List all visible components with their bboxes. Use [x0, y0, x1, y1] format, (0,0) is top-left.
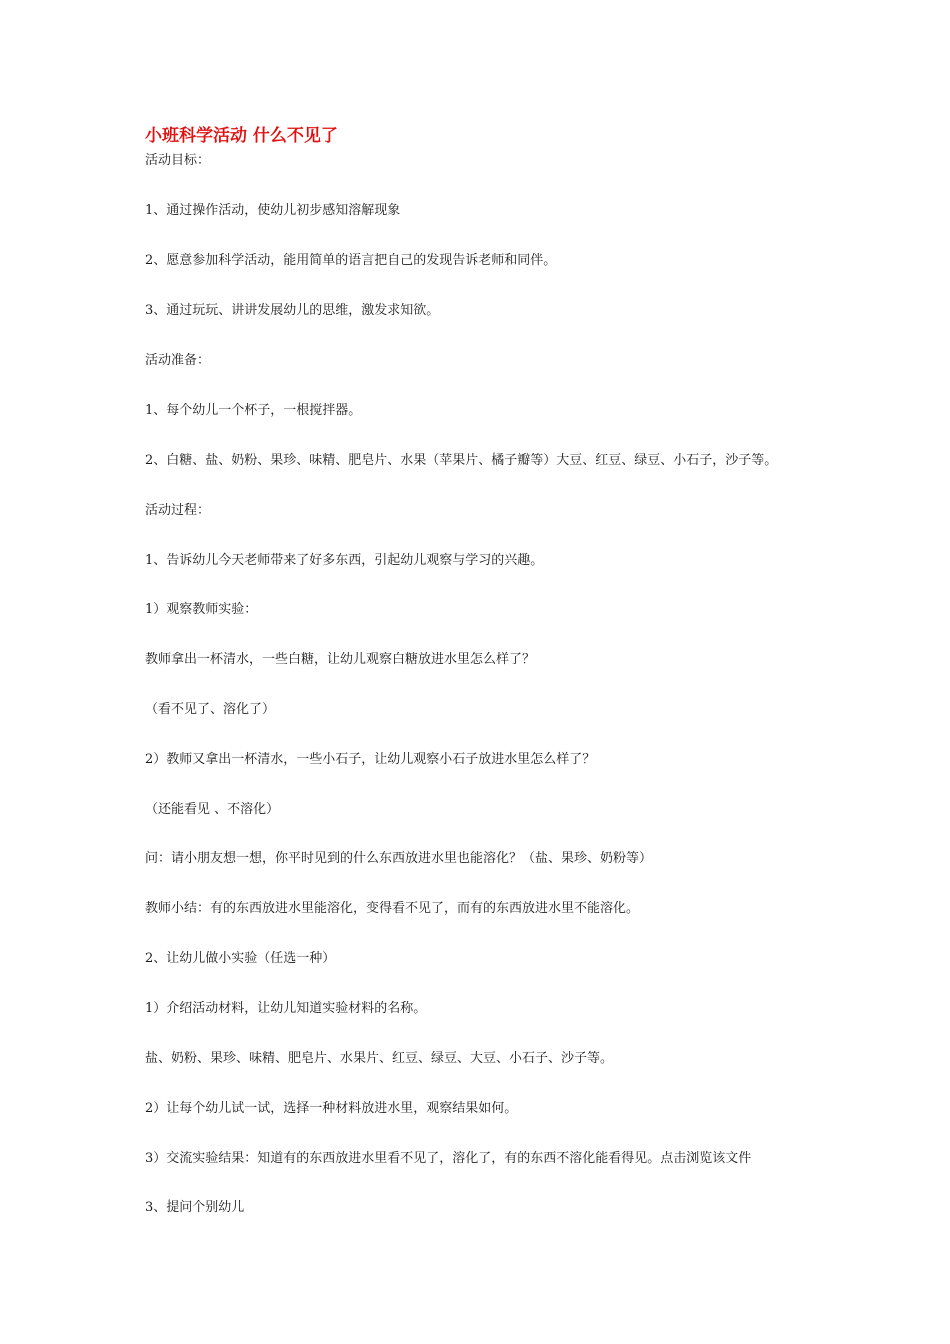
- section-heading-goals: 活动目标：: [145, 153, 211, 168]
- paragraph: 教师拿出一杯清水，一些白糖，让幼儿观察白糖放进水里怎么样了？: [145, 652, 536, 667]
- paragraph: 1、通过操作活动，使幼儿初步感知溶解现象: [145, 203, 401, 218]
- paragraph: 3、通过玩玩、讲讲发展幼儿的思维，激发求知欲。: [145, 303, 440, 318]
- paragraph: 1）观察教师实验：: [145, 602, 258, 617]
- paragraph: 3、提问个别幼儿: [145, 1200, 245, 1215]
- paragraph: 1、每个幼儿一个杯子，一根搅拌器。: [145, 403, 362, 418]
- paragraph: 问：请小朋友想一想，你平时见到的什么东西放进水里也能溶化？（盐、果珍、奶粉等）: [145, 851, 653, 866]
- paragraph: 1、告诉幼儿今天老师带来了好多东西，引起幼儿观察与学习的兴趣。: [145, 553, 544, 568]
- paragraph: 1）介绍活动材料，让幼儿知道实验材料的名称。: [145, 1001, 427, 1016]
- paragraph: 2）让每个幼儿试一试，选择一种材料放进水里，观察结果如何。: [145, 1101, 518, 1116]
- paragraph: （看不见了、溶化了）: [145, 702, 276, 717]
- paragraph: 2）教师又拿出一杯清水，一些小石子，让幼儿观察小石子放进水里怎么样了？: [145, 752, 596, 767]
- document-title: 小班科学活动 什么不见了: [145, 126, 338, 146]
- paragraph: 教师小结：有的东西放进水里能溶化，变得看不见了，而有的东西放进水里不能溶化。: [145, 901, 640, 916]
- section-heading-preparation: 活动准备：: [145, 353, 211, 368]
- paragraph: 2、愿意参加科学活动，能用简单的语言把自己的发现告诉老师和同伴。: [145, 253, 557, 268]
- paragraph: 3）交流实验结果：知道有的东西放进水里看不见了，溶化了，有的东西不溶化能看得见。点击浏览该文件: [145, 1151, 752, 1166]
- paragraph: 2、让幼儿做小实验（任选一种）: [145, 951, 336, 966]
- paragraph: 2、白糖、盐、奶粉、果珍、味精、肥皂片、水果（苹果片、橘子瓣等）大豆、红豆、绿豆、小石子，沙子等。: [145, 453, 778, 468]
- paragraph: 盐、奶粉、果珍、味精、肥皂片、水果片、红豆、绿豆、大豆、小石子、沙子等。: [145, 1051, 614, 1066]
- section-heading-process: 活动过程：: [145, 503, 211, 518]
- paragraph: （还能看见 、不溶化）: [145, 802, 280, 817]
